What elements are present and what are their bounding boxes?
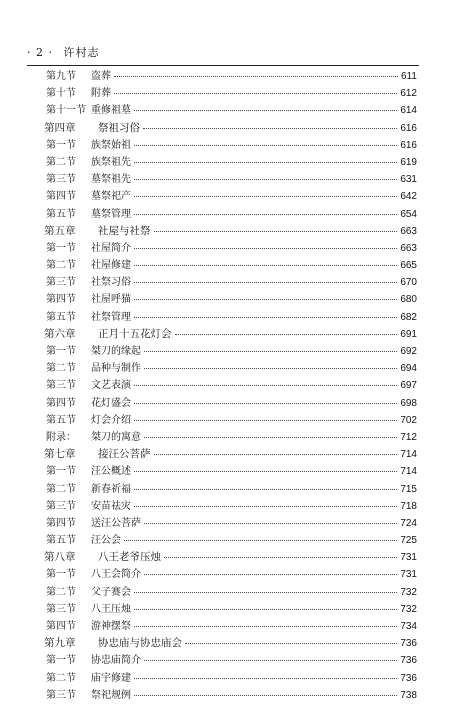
toc-chapter-entry (44, 446, 417, 463)
toc-entry-title: 文艺表演 (91, 380, 131, 392)
toc-section-entry (46, 343, 417, 360)
toc-entry-number: 第五章 (44, 224, 76, 237)
toc-entry-title: 品种与制作 (91, 363, 141, 375)
toc-entry-page: 714 (400, 449, 417, 461)
toc-section-entry (46, 652, 417, 669)
dot-leader (134, 241, 397, 249)
toc-section-entry (46, 291, 417, 308)
toc-section-entry (46, 687, 417, 704)
dot-leader (154, 447, 398, 455)
toc-entry-number: 第十节 (46, 88, 76, 100)
dot-leader (144, 361, 397, 369)
toc-section-entry (46, 137, 417, 154)
toc-entry-number: 第一节 (46, 655, 76, 667)
dot-leader (134, 172, 397, 180)
toc-entry-number: 第四节 (46, 621, 76, 632)
toc-section-entry (46, 601, 417, 618)
toc-entry-page: 736 (400, 655, 417, 667)
dot-leader (134, 464, 397, 472)
toc-entry-number: 第四章 (44, 121, 76, 134)
dot-leader (134, 396, 397, 404)
dot-leader (175, 327, 398, 335)
toc-entry-page: 714 (400, 466, 417, 478)
dot-leader (164, 550, 397, 558)
toc-entry-page: 692 (400, 346, 417, 357)
toc-entry-number: 第一节 (46, 466, 76, 478)
toc-entry-title: 桀刀的缘起 (91, 346, 141, 357)
toc-section-entry (46, 618, 417, 635)
toc-entry-number: 第十一节 (46, 105, 86, 117)
toc-entry-title: 八王老爷压烛 (98, 551, 161, 564)
toc-entry-title: 附葬 (91, 88, 111, 100)
toc-entry-number: 第三节 (46, 689, 76, 701)
toc-entry-page: 631 (400, 174, 417, 186)
toc-section-entry (46, 257, 417, 274)
toc-entry-number: 第五节 (46, 535, 76, 547)
toc-section-entry (46, 377, 417, 394)
toc-entry-number: 第二节 (46, 483, 76, 495)
toc-entry-page: 611 (401, 71, 417, 82)
toc-entry-title: 重修祖墓 (91, 105, 131, 117)
book-title: 许村志 (63, 46, 100, 59)
toc-entry-title: 安苗祛灾 (91, 500, 131, 512)
toc-entry-number: 第五节 (46, 208, 76, 220)
dot-leader (144, 516, 397, 524)
dot-leader (134, 189, 397, 197)
toc-entry-title: 社屋修建 (91, 260, 131, 272)
toc-entry-title: 社屋与社祭 (98, 224, 151, 237)
dot-leader (134, 413, 397, 421)
toc-entry-page: 732 (400, 586, 417, 598)
toc-entry-page: 715 (400, 483, 417, 495)
running-header (27, 44, 100, 60)
toc-entry-number: 第三节 (46, 603, 76, 615)
toc-entry-page: 731 (400, 552, 417, 564)
dot-leader (144, 653, 397, 661)
toc-entry-title: 墓祭祀产 (91, 191, 131, 203)
dot-leader (144, 344, 397, 352)
toc-chapter-entry (44, 326, 417, 343)
toc-entry-title: 墓祭管理 (91, 208, 131, 220)
toc-chapter-entry (44, 549, 417, 566)
dot-leader (124, 533, 397, 541)
dot-leader (134, 482, 397, 490)
dot-leader (134, 292, 397, 300)
toc-entry-page: 616 (400, 139, 417, 151)
toc-section-entry (46, 429, 417, 446)
toc-entry-number: 第六章 (44, 327, 76, 340)
toc-entry-page: 680 (400, 294, 417, 306)
toc-entry-page: 642 (400, 191, 417, 203)
toc-section-entry (46, 188, 417, 205)
toc-entry-number: 第二节 (46, 363, 76, 375)
toc-chapter-entry (44, 635, 417, 652)
toc-entry-number: 第二节 (46, 672, 76, 684)
dot-leader (114, 69, 398, 77)
toc-entry-number: 第九节 (46, 71, 76, 82)
toc-section-entry (46, 206, 417, 223)
toc-entry-title: 墓祭祖先 (91, 174, 131, 186)
toc-entry-title: 接汪公菩萨 (98, 448, 151, 461)
toc-entry-page: 724 (400, 517, 417, 529)
toc-entry-number: 第八章 (44, 551, 76, 564)
toc-section-entry (46, 395, 417, 412)
toc-entry-page: 682 (400, 311, 417, 323)
toc-entry-title: 协忠庙与协忠庙会 (98, 637, 182, 650)
toc-entry-page: 718 (400, 500, 417, 512)
toc-section-entry (46, 171, 417, 188)
toc-section-entry (46, 360, 417, 377)
toc-entry-page: 725 (400, 535, 417, 547)
toc-entry-title: 汪公会 (91, 535, 121, 547)
toc-entry-title: 八王会简介 (91, 569, 141, 581)
toc-section-entry (46, 154, 417, 171)
dot-leader (144, 430, 397, 438)
toc-entry-title: 花灯盛会 (91, 397, 131, 409)
toc-entry-page: 702 (400, 414, 417, 426)
dot-leader (134, 310, 397, 318)
dot-leader (134, 275, 397, 283)
toc-entry-page: 736 (400, 672, 417, 684)
toc-entry-page: 712 (400, 431, 417, 443)
dot-leader (185, 636, 397, 644)
toc-section-entry (46, 515, 417, 532)
toc-entry-number: 第五节 (46, 414, 76, 426)
toc-chapter-entry (44, 223, 417, 240)
toc-entry-title: 盗葬 (91, 71, 111, 82)
toc-entry-number: 第二节 (46, 260, 76, 272)
toc-section-entry (46, 566, 417, 583)
toc-entry-page: 663 (400, 242, 417, 254)
toc-entry-title: 庙宇修建 (91, 672, 131, 684)
toc-section-entry (46, 584, 417, 601)
toc-entry-title: 族祭始祖 (91, 139, 131, 151)
toc-entry-number: 第四节 (46, 397, 76, 409)
dot-leader (114, 86, 397, 94)
toc-entry-page: 731 (400, 569, 417, 581)
dot-leader (143, 121, 397, 129)
toc-entry-page: 665 (400, 260, 417, 272)
toc-entry-title: 祭祀规例 (91, 689, 131, 701)
toc-entry-number: 第四节 (46, 294, 76, 306)
toc-section-entry (46, 68, 417, 85)
dot-leader (154, 224, 398, 232)
page-marker: · 2 · (27, 46, 53, 59)
toc-entry-number: 第一节 (46, 569, 76, 581)
dot-leader (134, 378, 397, 386)
toc-entry-title: 汪公概述 (91, 466, 131, 478)
toc-entry-page: 736 (400, 638, 417, 650)
toc-entry-title: 八王压烛 (91, 603, 131, 615)
toc-section-entry (46, 309, 417, 326)
toc-section-entry (46, 498, 417, 515)
dot-leader (134, 585, 397, 593)
toc-entry-number: 第一节 (46, 346, 76, 357)
dot-leader (134, 207, 397, 215)
toc-entry-title: 父子赛会 (91, 586, 131, 598)
toc-entry-title: 祭祖习俗 (98, 121, 140, 134)
toc-section-entry (46, 240, 417, 257)
toc-section-entry (46, 481, 417, 498)
toc-entry-number: 第一节 (46, 242, 76, 254)
dot-leader (134, 258, 397, 266)
toc-entry-number: 第一节 (46, 139, 76, 151)
toc-entry-page: 738 (400, 689, 417, 701)
toc-entry-page: 654 (400, 208, 417, 220)
toc-entry-number: 第七章 (44, 448, 76, 461)
dot-leader (134, 688, 397, 696)
toc-entry-page: 691 (400, 328, 417, 340)
toc-entry-page: 670 (400, 277, 417, 289)
toc-entry-number: 第三节 (46, 174, 76, 186)
toc-entry-page: 616 (400, 122, 417, 134)
toc-entry-page: 612 (400, 88, 417, 100)
toc-entry-number: 第三节 (46, 380, 76, 392)
toc-entry-number: 第五节 (46, 311, 76, 323)
toc-entry-page: 663 (400, 225, 417, 237)
toc-entry-page: 732 (400, 603, 417, 615)
dot-leader (134, 138, 397, 146)
toc-entry-page: 734 (400, 621, 417, 632)
toc-entry-number: 附录： (46, 431, 76, 443)
toc-section-entry (46, 532, 417, 549)
table-of-contents (46, 68, 417, 704)
toc-entry-title: 协忠庙简介 (91, 655, 141, 667)
toc-entry-title: 族祭祖先 (91, 156, 131, 168)
toc-section-entry (46, 102, 417, 119)
toc-entry-number: 第四节 (46, 517, 76, 529)
toc-section-entry (46, 274, 417, 291)
dot-leader (134, 499, 397, 507)
toc-entry-title: 新春祈福 (91, 483, 131, 495)
dot-leader (134, 671, 397, 679)
toc-entry-title: 正月十五花灯会 (98, 327, 172, 340)
header-rule (27, 65, 419, 66)
toc-entry-number: 第三节 (46, 277, 76, 289)
toc-entry-title: 游神摆祭 (91, 621, 131, 632)
dot-leader (134, 155, 397, 163)
dot-leader (134, 619, 397, 627)
toc-section-entry (46, 412, 417, 429)
toc-entry-title: 灯会介绍 (91, 414, 131, 426)
toc-section-entry (46, 670, 417, 687)
toc-entry-title: 社祭习俗 (91, 277, 131, 289)
dot-leader (134, 602, 397, 610)
toc-entry-page: 697 (400, 380, 417, 392)
toc-entry-title: 桀刀的寓意 (91, 431, 141, 443)
toc-entry-page: 619 (400, 156, 417, 168)
toc-entry-number: 第四节 (46, 191, 76, 203)
toc-section-entry (46, 463, 417, 480)
dot-leader (134, 103, 397, 111)
toc-section-entry (46, 85, 417, 102)
toc-entry-title: 社屋呼猫 (91, 294, 131, 306)
toc-entry-number: 第三节 (46, 500, 76, 512)
toc-entry-number: 第二节 (46, 586, 76, 598)
toc-entry-title: 社屋简介 (91, 242, 131, 254)
toc-entry-page: 614 (400, 105, 417, 117)
toc-entry-number: 第九章 (44, 637, 76, 650)
toc-entry-number: 第二节 (46, 156, 76, 168)
toc-chapter-entry (44, 120, 417, 137)
dot-leader (144, 567, 397, 575)
toc-entry-title: 送汪公菩萨 (91, 517, 141, 529)
toc-entry-page: 698 (400, 397, 417, 409)
toc-entry-page: 694 (400, 363, 417, 375)
toc-entry-title: 社祭管理 (91, 311, 131, 323)
